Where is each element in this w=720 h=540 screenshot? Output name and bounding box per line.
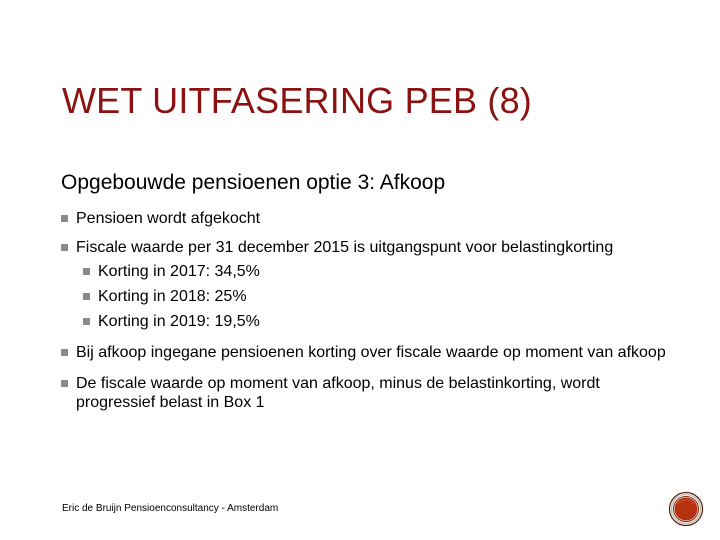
bullet-item <box>61 374 671 412</box>
slide-title: WET UITFASERING PEB (8) <box>62 80 532 121</box>
bullet-item <box>61 343 671 362</box>
bullet-text: Fiscale waarde per 31 december 2015 is uitgangspunt voor belastingkorting <box>76 239 614 256</box>
sub-bullet-text: Korting in 2018: 25% <box>98 288 247 305</box>
square-bullet-icon <box>61 215 68 222</box>
square-bullet-icon <box>83 318 90 325</box>
square-bullet-icon <box>61 380 68 387</box>
bullet-item <box>61 238 671 331</box>
bullet-text: De fiscale waarde op moment van afkoop, minus de belastinkorting, wordt progressief belast in Box 1 <box>76 375 600 411</box>
circular-logo-icon <box>668 491 704 527</box>
sub-bullet-item <box>83 287 671 306</box>
bullet-list <box>61 208 671 412</box>
square-bullet-icon <box>61 244 68 251</box>
square-bullet-icon <box>83 268 90 275</box>
bullet-text: Pensioen wordt afgekocht <box>76 210 261 227</box>
sub-bullet-item <box>83 262 671 281</box>
sub-bullet-text: Korting in 2019: 19,5% <box>98 313 260 330</box>
sub-bullet-list <box>83 262 671 331</box>
sub-bullet-text: Korting in 2017: 34,5% <box>98 263 260 280</box>
slide-subtitle: Opgebouwde pensioenen optie 3: Afkoop <box>61 171 446 194</box>
square-bullet-icon <box>61 349 68 356</box>
slide-footer: Eric de Bruijn Pensioenconsultancy - Amsterdam <box>62 503 279 514</box>
square-bullet-icon <box>83 293 90 300</box>
bullet-text: Bij afkoop ingegane pensioenen korting over fiscale waarde op moment van afkoop <box>76 344 666 361</box>
bullet-item <box>61 209 671 228</box>
sub-bullet-item <box>83 312 671 331</box>
